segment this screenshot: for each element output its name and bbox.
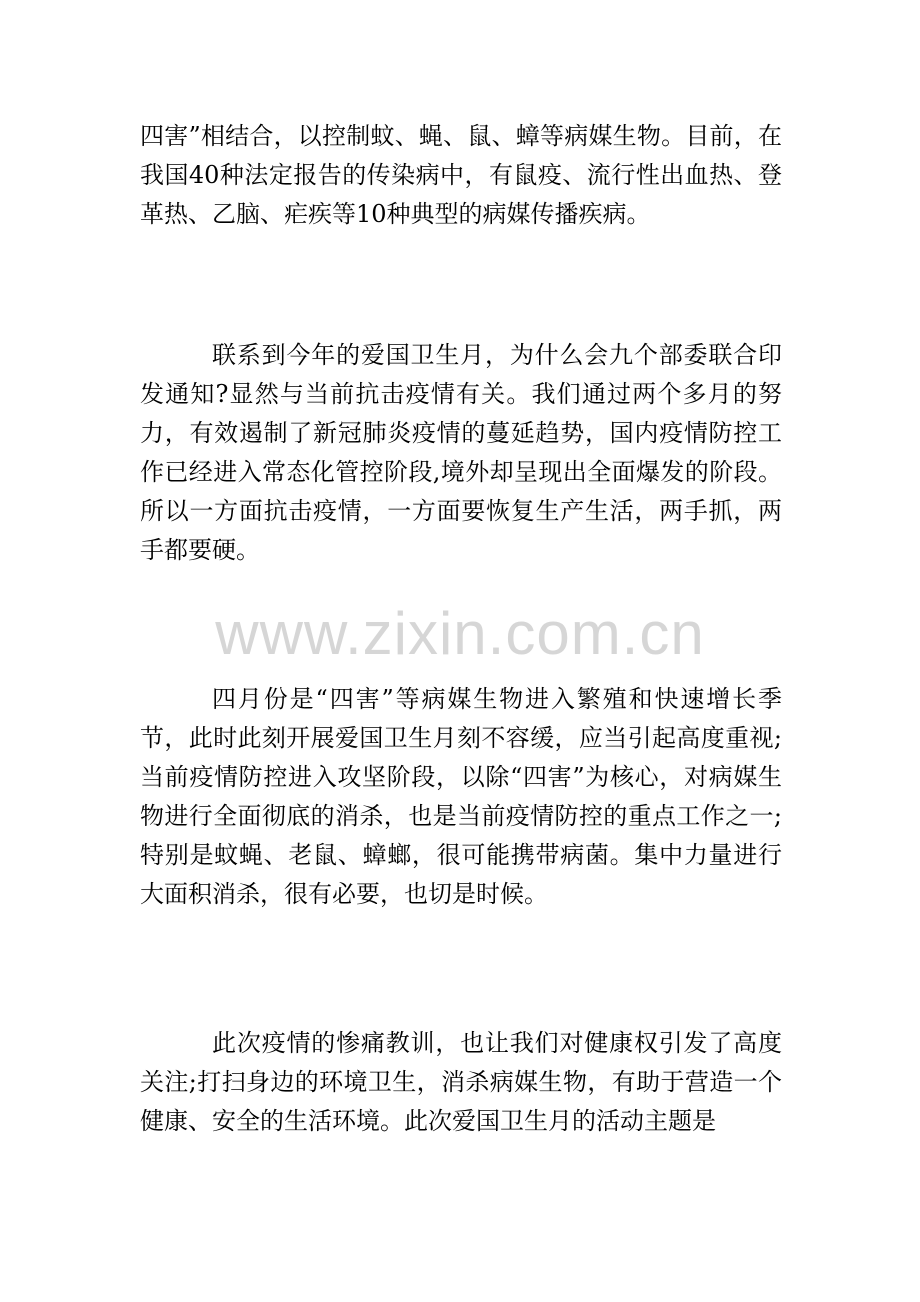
watermark: www.zixin.com.cn: [215, 600, 705, 667]
paragraph-1: 四害”相结合，以控制蚊、蝇、鼠、蟑等病媒生物。目前，在我国40种法定报告的传染病中，有鼠疫、流行性出血热、登革热、乙脑、疟疾等10种典型的病媒传播疾病。: [140, 122, 782, 228]
paragraph-2: 联系到今年的爱国卫生月，为什么会九个部委联合印发通知?显然与当前抗击疫情有关。我们通过两个多月的努力，有效遏制了新冠肺炎疫情的蔓延趋势，国内疫情防控工作已经进入常态化管控阶段,境外却呈现出全面爆发的阶段。所以一方面抗击疫情，一方面要恢复生产生活，两手抓，两手都要硬。: [140, 341, 782, 564]
paragraph-3: 四月份是“四害”等病媒生物进入繁殖和快速增长季节，此时此刻开展爱国卫生月刻不容缓，应当引起高度重视;当前疫情防控进入攻坚阶段，以除“四害”为核心，对病媒生物进行全面彻底的消杀，也是当前疫情防控的重点工作之一;特别是蚊蝇、老鼠、蟑螂，很可能携带病菌。集中力量进行大面积消杀，很有必要，也切是时候。: [140, 685, 782, 908]
paragraph-4: 此次疫情的惨痛教训，也让我们对健康权引发了高度关注;打扫身边的环境卫生，消杀病媒生物，有助于营造一个健康、安全的生活环境。此次爱国卫生月的活动主题是: [140, 1029, 782, 1135]
